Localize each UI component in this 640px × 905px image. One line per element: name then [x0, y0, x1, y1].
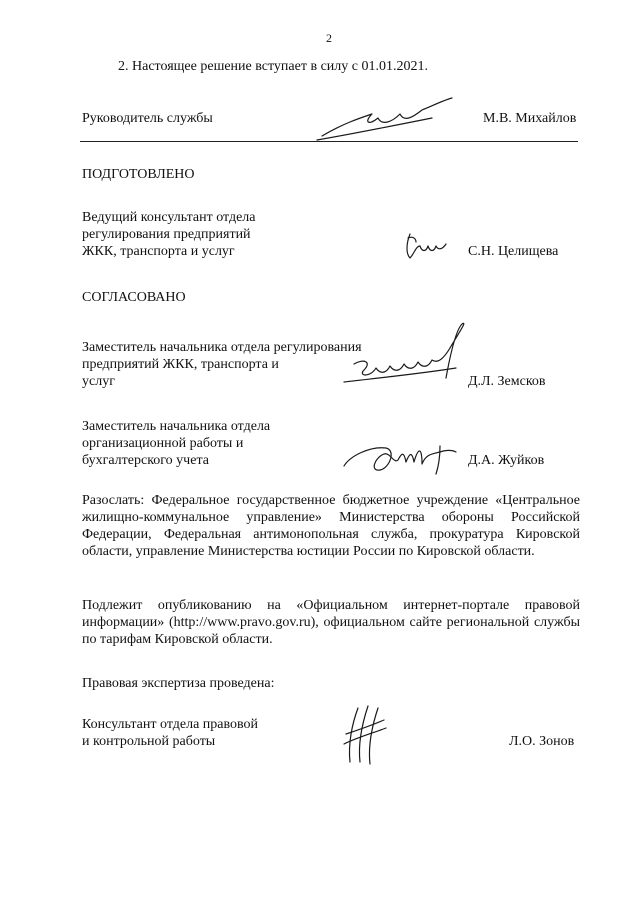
agreed-2-name: Д.А. Жуйков [468, 453, 545, 468]
publication-paragraph: Подлежит опубликованию на «Официальном интернет-портале правовой информации» (http://www.pravo.gov.ru), официальном сайте региональной службы по тарифам Кировской области. [82, 598, 580, 647]
legal-name: Л.О. Зонов [509, 734, 575, 749]
agreed-1-position-line-3: услуг [82, 374, 115, 389]
prepared-position-line-3: ЖКК, транспорта и услуг [82, 244, 235, 259]
agreed-1-name: Д.Л. Земсков [468, 374, 546, 389]
page-number: 2 [326, 31, 332, 45]
prepared-position-line-2: регулирования предприятий [82, 227, 251, 242]
agreed-2-signature [340, 438, 458, 478]
prepared-label: ПОДГОТОВЛЕНО [82, 167, 195, 182]
head-signature [312, 96, 457, 144]
agreed-2-position-line-1: Заместитель начальника отдела [82, 419, 271, 434]
head-title: Руководитель службы [82, 111, 213, 126]
agreed-1-position-line-1: Заместитель начальника отдела регулирования [82, 340, 362, 355]
prepared-signature [402, 228, 450, 262]
agreed-label: СОГЛАСОВАНО [82, 290, 186, 305]
head-name: М.В. Михайлов [483, 111, 577, 126]
legal-signature [340, 704, 388, 766]
legal-statement: Правовая экспертиза проведена: [82, 676, 275, 691]
distribution-paragraph: Разослать: Федеральное государственное бюджетное учреждение «Центральное жилищно-коммунальное управление» Министерства обороны Российской Федерации, Федеральная антимонопольная служба, прокуратура Кировской области, управление Министерства юстиции России по Кировской области. [82, 493, 580, 559]
agreed-2-position-line-3: бухгалтерского учета [82, 453, 209, 468]
prepared-name: С.Н. Целищева [468, 244, 559, 259]
prepared-position-line-1: Ведущий консультант отдела [82, 210, 256, 225]
agreed-1-position-line-2: предприятий ЖКК, транспорта и [82, 357, 279, 372]
legal-position-line-1: Консультант отдела правовой [82, 717, 259, 732]
clause-text: 2. Настоящее решение вступает в силу с 01.01.2021. [118, 59, 428, 74]
separator-line [80, 141, 578, 142]
agreed-2-position-line-2: организационной работы и [82, 436, 244, 451]
agreed-1-signature [338, 318, 473, 390]
legal-position-line-2: и контрольной работы [82, 734, 216, 749]
